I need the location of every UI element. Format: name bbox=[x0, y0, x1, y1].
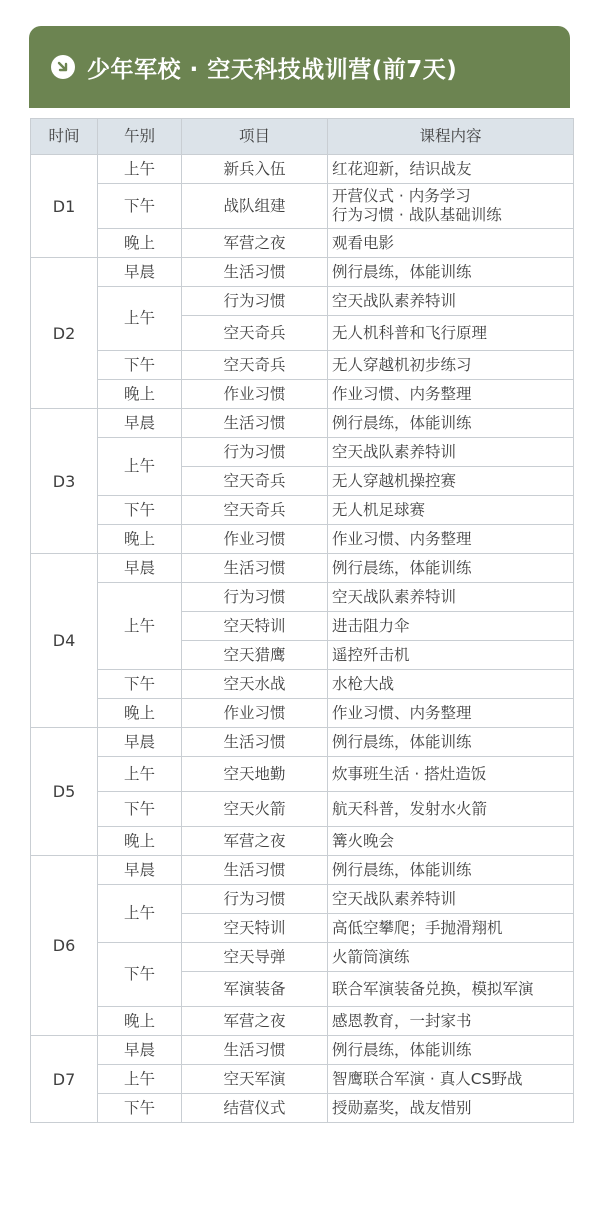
content-line: 无人机科普和飞行原理 bbox=[332, 323, 488, 342]
project-cell: 空天军演 bbox=[182, 1065, 328, 1094]
period-cell: 上午 bbox=[98, 1065, 182, 1094]
content-line: 例行晨练，体能训练 bbox=[332, 732, 472, 751]
project-cell: 军营之夜 bbox=[182, 827, 328, 856]
project-cell: 空天奇兵 bbox=[182, 316, 328, 351]
content-line: 例行晨练，体能训练 bbox=[332, 262, 472, 281]
schedule-table bbox=[30, 118, 574, 1123]
table-row bbox=[31, 856, 574, 885]
period-cell: 早晨 bbox=[98, 856, 182, 885]
content-cell bbox=[328, 380, 574, 409]
content-line: 作业习惯、内务整理 bbox=[332, 384, 472, 403]
table-row bbox=[31, 380, 574, 409]
period-cell: 晚上 bbox=[98, 699, 182, 728]
content-cell bbox=[328, 943, 574, 972]
content-cell bbox=[328, 827, 574, 856]
content-cell bbox=[328, 351, 574, 380]
content-line: 进击阻力伞 bbox=[332, 616, 410, 635]
period-cell: 下午 bbox=[98, 670, 182, 699]
content-line: 作业习惯、内务整理 bbox=[332, 529, 472, 548]
period-cell: 上午 bbox=[98, 885, 182, 943]
content-line: 例行晨练，体能训练 bbox=[332, 860, 472, 879]
content-line: 空天战队素养特训 bbox=[332, 889, 457, 908]
table-row bbox=[31, 287, 574, 316]
content-cell bbox=[328, 496, 574, 525]
project-cell: 生活习惯 bbox=[182, 409, 328, 438]
period-cell: 晚上 bbox=[98, 827, 182, 856]
content-cell bbox=[328, 155, 574, 184]
content-line: 航天科普，发射水火箭 bbox=[332, 799, 488, 818]
project-cell: 作业习惯 bbox=[182, 380, 328, 409]
content-cell bbox=[328, 641, 574, 670]
table-row bbox=[31, 1036, 574, 1065]
table-row bbox=[31, 351, 574, 380]
content-cell bbox=[328, 467, 574, 496]
content-cell bbox=[328, 885, 574, 914]
project-cell: 军营之夜 bbox=[182, 229, 328, 258]
project-cell: 生活习惯 bbox=[182, 554, 328, 583]
content-cell bbox=[328, 258, 574, 287]
period-cell: 下午 bbox=[98, 792, 182, 827]
table-row bbox=[31, 155, 574, 184]
day-cell: D4 bbox=[31, 554, 98, 728]
content-line: 行为习惯 · 战队基础训练 bbox=[332, 206, 502, 224]
content-line: 开营仪式 · 内务学习 bbox=[332, 187, 471, 205]
project-cell: 空天奇兵 bbox=[182, 496, 328, 525]
table-row bbox=[31, 258, 574, 287]
content-line: 例行晨练，体能训练 bbox=[332, 413, 472, 432]
content-cell bbox=[328, 792, 574, 827]
header-time: 时间 bbox=[31, 119, 98, 155]
period-cell: 上午 bbox=[98, 438, 182, 496]
table-row bbox=[31, 943, 574, 972]
content-line: 篝火晚会 bbox=[332, 831, 395, 850]
period-cell: 上午 bbox=[98, 583, 182, 670]
table-row bbox=[31, 792, 574, 827]
content-cell bbox=[328, 728, 574, 757]
content-cell bbox=[328, 287, 574, 316]
project-cell: 作业习惯 bbox=[182, 699, 328, 728]
project-cell: 空天奇兵 bbox=[182, 351, 328, 380]
project-cell: 生活习惯 bbox=[182, 728, 328, 757]
content-cell bbox=[328, 525, 574, 554]
period-cell: 上午 bbox=[98, 155, 182, 184]
content-line: 红花迎新，结识战友 bbox=[332, 159, 472, 178]
table-row bbox=[31, 1094, 574, 1123]
content-line: 火箭筒演练 bbox=[332, 947, 410, 966]
table-row bbox=[31, 1065, 574, 1094]
day-cell: D1 bbox=[31, 155, 98, 258]
content-line: 无人穿越机操控赛 bbox=[332, 471, 457, 490]
period-cell: 晚上 bbox=[98, 1007, 182, 1036]
period-cell: 早晨 bbox=[98, 258, 182, 287]
period-cell: 下午 bbox=[98, 943, 182, 1007]
content-line: 例行晨练，体能训练 bbox=[332, 558, 472, 577]
content-cell bbox=[328, 972, 574, 1007]
project-cell: 军营之夜 bbox=[182, 1007, 328, 1036]
content-line: 感恩教育，一封家书 bbox=[332, 1011, 472, 1030]
content-cell bbox=[328, 757, 574, 792]
day-cell: D5 bbox=[31, 728, 98, 856]
period-cell: 下午 bbox=[98, 351, 182, 380]
table-row bbox=[31, 827, 574, 856]
content-cell bbox=[328, 699, 574, 728]
content-cell bbox=[328, 1094, 574, 1123]
project-cell: 空天奇兵 bbox=[182, 467, 328, 496]
day-cell: D7 bbox=[31, 1036, 98, 1123]
table-row bbox=[31, 728, 574, 757]
content-cell bbox=[328, 670, 574, 699]
table-row bbox=[31, 583, 574, 612]
table-header-row bbox=[31, 119, 574, 155]
page-title: 少年军校 · 空天科技战训营(前7天) bbox=[87, 56, 458, 83]
project-cell: 空天水战 bbox=[182, 670, 328, 699]
content-line: 无人穿越机初步练习 bbox=[332, 355, 472, 374]
period-cell: 早晨 bbox=[98, 728, 182, 757]
project-cell: 空天火箭 bbox=[182, 792, 328, 827]
content-line: 炊事班生活 · 搭灶造饭 bbox=[332, 764, 487, 783]
content-cell bbox=[328, 316, 574, 351]
content-line: 空天战队素养特训 bbox=[332, 291, 457, 310]
table-row bbox=[31, 1007, 574, 1036]
content-line: 高低空攀爬；手抛滑翔机 bbox=[332, 918, 503, 937]
table-row bbox=[31, 885, 574, 914]
project-cell: 作业习惯 bbox=[182, 525, 328, 554]
table-row bbox=[31, 757, 574, 792]
content-line: 联合军演装备兑换，模拟军演 bbox=[332, 979, 534, 998]
period-cell: 下午 bbox=[98, 184, 182, 229]
content-cell bbox=[328, 914, 574, 943]
day-cell: D6 bbox=[31, 856, 98, 1036]
project-cell: 战队组建 bbox=[182, 184, 328, 229]
project-cell: 新兵入伍 bbox=[182, 155, 328, 184]
project-cell: 行为习惯 bbox=[182, 438, 328, 467]
period-cell: 早晨 bbox=[98, 409, 182, 438]
content-cell bbox=[328, 1007, 574, 1036]
table-row bbox=[31, 554, 574, 583]
table-row bbox=[31, 229, 574, 258]
content-cell bbox=[328, 1036, 574, 1065]
content-cell bbox=[328, 554, 574, 583]
period-cell: 早晨 bbox=[98, 1036, 182, 1065]
content-cell bbox=[328, 856, 574, 885]
content-cell bbox=[328, 1065, 574, 1094]
content-line: 空天战队素养特训 bbox=[332, 442, 457, 461]
header-content: 课程内容 bbox=[328, 119, 574, 155]
content-line: 空天战队素养特训 bbox=[332, 587, 457, 606]
period-cell: 上午 bbox=[98, 287, 182, 351]
content-cell bbox=[328, 438, 574, 467]
content-line: 授勋嘉奖，战友惜别 bbox=[332, 1098, 472, 1117]
content-cell bbox=[328, 184, 574, 229]
project-cell: 生活习惯 bbox=[182, 1036, 328, 1065]
header-project: 项目 bbox=[182, 119, 328, 155]
period-cell: 晚上 bbox=[98, 229, 182, 258]
content-line: 例行晨练，体能训练 bbox=[332, 1040, 472, 1059]
table-row bbox=[31, 525, 574, 554]
project-cell: 空天导弹 bbox=[182, 943, 328, 972]
header-period: 午别 bbox=[98, 119, 182, 155]
content-cell bbox=[328, 409, 574, 438]
project-cell: 行为习惯 bbox=[182, 885, 328, 914]
content-cell bbox=[328, 612, 574, 641]
content-line: 智鹰联合军演 · 真人CS野战 bbox=[332, 1069, 523, 1088]
content-line: 观看电影 bbox=[332, 233, 395, 252]
project-cell: 空天地勤 bbox=[182, 757, 328, 792]
table-row bbox=[31, 670, 574, 699]
content-line: 作业习惯、内务整理 bbox=[332, 703, 472, 722]
project-cell: 生活习惯 bbox=[182, 258, 328, 287]
period-cell: 下午 bbox=[98, 496, 182, 525]
content-line: 无人机足球赛 bbox=[332, 500, 426, 519]
title-banner bbox=[29, 26, 570, 108]
period-cell: 下午 bbox=[98, 1094, 182, 1123]
arrow-down-right-circle-icon bbox=[51, 55, 75, 79]
project-cell: 空天猎鹰 bbox=[182, 641, 328, 670]
period-cell: 晚上 bbox=[98, 380, 182, 409]
project-cell: 空天特训 bbox=[182, 914, 328, 943]
period-cell: 上午 bbox=[98, 757, 182, 792]
project-cell: 行为习惯 bbox=[182, 583, 328, 612]
project-cell: 结营仪式 bbox=[182, 1094, 328, 1123]
content-line: 遥控歼击机 bbox=[332, 645, 410, 664]
table-row bbox=[31, 496, 574, 525]
content-line: 水枪大战 bbox=[332, 674, 395, 693]
table-row bbox=[31, 438, 574, 467]
project-cell: 生活习惯 bbox=[182, 856, 328, 885]
project-cell: 行为习惯 bbox=[182, 287, 328, 316]
day-cell: D3 bbox=[31, 409, 98, 554]
project-cell: 军演装备 bbox=[182, 972, 328, 1007]
period-cell: 晚上 bbox=[98, 525, 182, 554]
table-row bbox=[31, 699, 574, 728]
table-row bbox=[31, 409, 574, 438]
table-row bbox=[31, 184, 574, 229]
content-cell bbox=[328, 583, 574, 612]
day-cell: D2 bbox=[31, 258, 98, 409]
content-cell bbox=[328, 229, 574, 258]
period-cell: 早晨 bbox=[98, 554, 182, 583]
project-cell: 空天特训 bbox=[182, 612, 328, 641]
